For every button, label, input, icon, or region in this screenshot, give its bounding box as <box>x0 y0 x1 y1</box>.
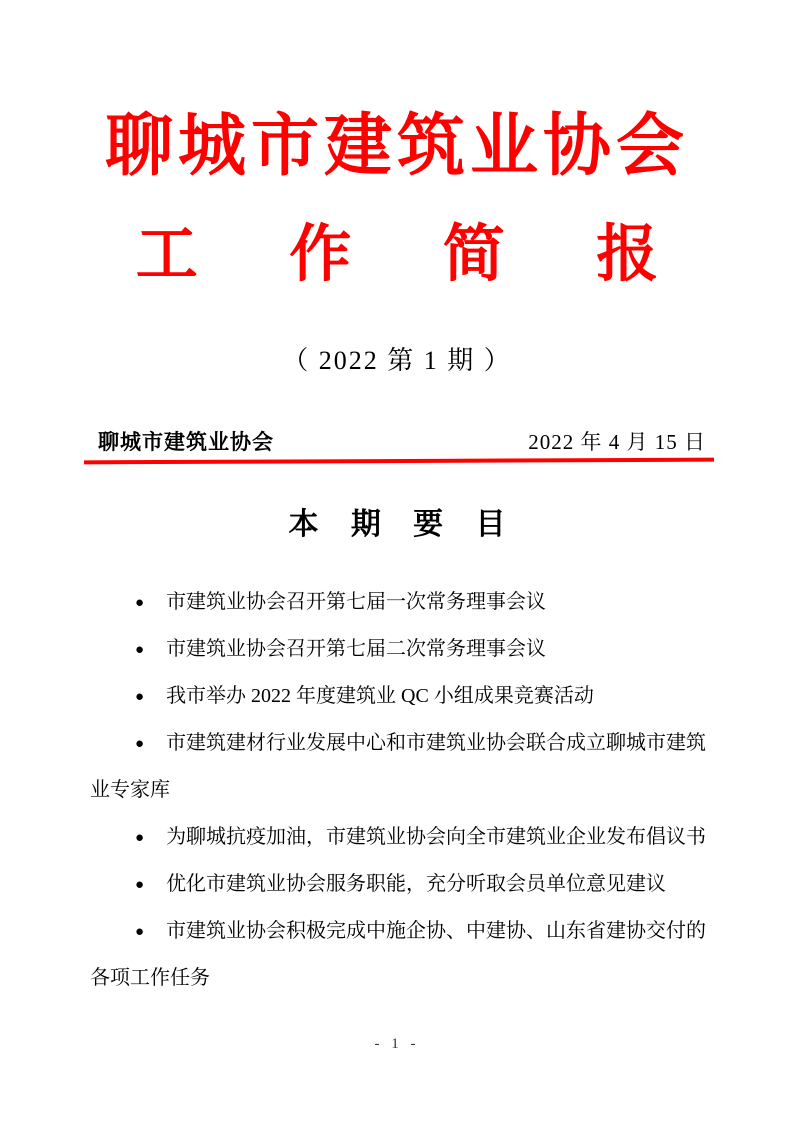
bullet-icon: ● <box>135 830 145 846</box>
toc-item-text: 优化市建筑业协会服务职能，充分听取会员单位意见建议 <box>166 873 667 895</box>
toc-item-text: 市建筑业协会召开第七届二次常务理事会议 <box>166 638 547 660</box>
toc-item-text: 市建筑建材行业发展中心和市建筑业协会联合成立聊城市建筑业专家库 <box>90 732 707 801</box>
bullet-icon: ● <box>135 924 145 940</box>
toc-item-text: 市建筑业协会积极完成中施企协、中建协、山东省建协交付的各项工作任务 <box>90 920 707 989</box>
bullet-icon: ● <box>135 595 145 611</box>
masthead-row <box>98 426 706 456</box>
issue-date: 2022 年 4 月 15 日 <box>528 430 706 454</box>
contents-heading: 本 期 要 目 <box>288 508 518 541</box>
bullet-icon: ● <box>135 642 145 658</box>
toc-item-text: 为聊城抗疫加油，市建筑业协会向全市建筑业企业发布倡议书 <box>166 826 707 848</box>
toc-item <box>90 720 712 814</box>
bullet-icon: ● <box>135 689 145 705</box>
bulletin-title: 聊城市建筑业协会 <box>104 108 689 184</box>
issue-number: （ 2022 第 1 期 ） <box>282 346 512 375</box>
toc-item <box>90 814 712 861</box>
toc-item <box>90 626 712 673</box>
toc-item-text: 市建筑业协会召开第七届一次常务理事会议 <box>166 591 547 613</box>
masthead-divider-rule <box>84 458 714 465</box>
toc-item <box>90 673 712 720</box>
bulletin-subtitle: 工 作 简 报 <box>135 221 697 289</box>
toc-item <box>90 579 712 626</box>
bullet-icon: ● <box>135 877 145 893</box>
contents-list <box>90 579 712 1002</box>
page-number: - 1 - <box>374 1036 420 1052</box>
toc-item <box>90 861 712 908</box>
issuer-name: 聊城市建筑业协会 <box>98 431 274 454</box>
toc-item <box>90 908 712 1002</box>
bullet-icon: ● <box>135 736 145 752</box>
toc-item-text: 我市举办 2022 年度建筑业 QC 小组成果竞赛活动 <box>166 685 594 707</box>
